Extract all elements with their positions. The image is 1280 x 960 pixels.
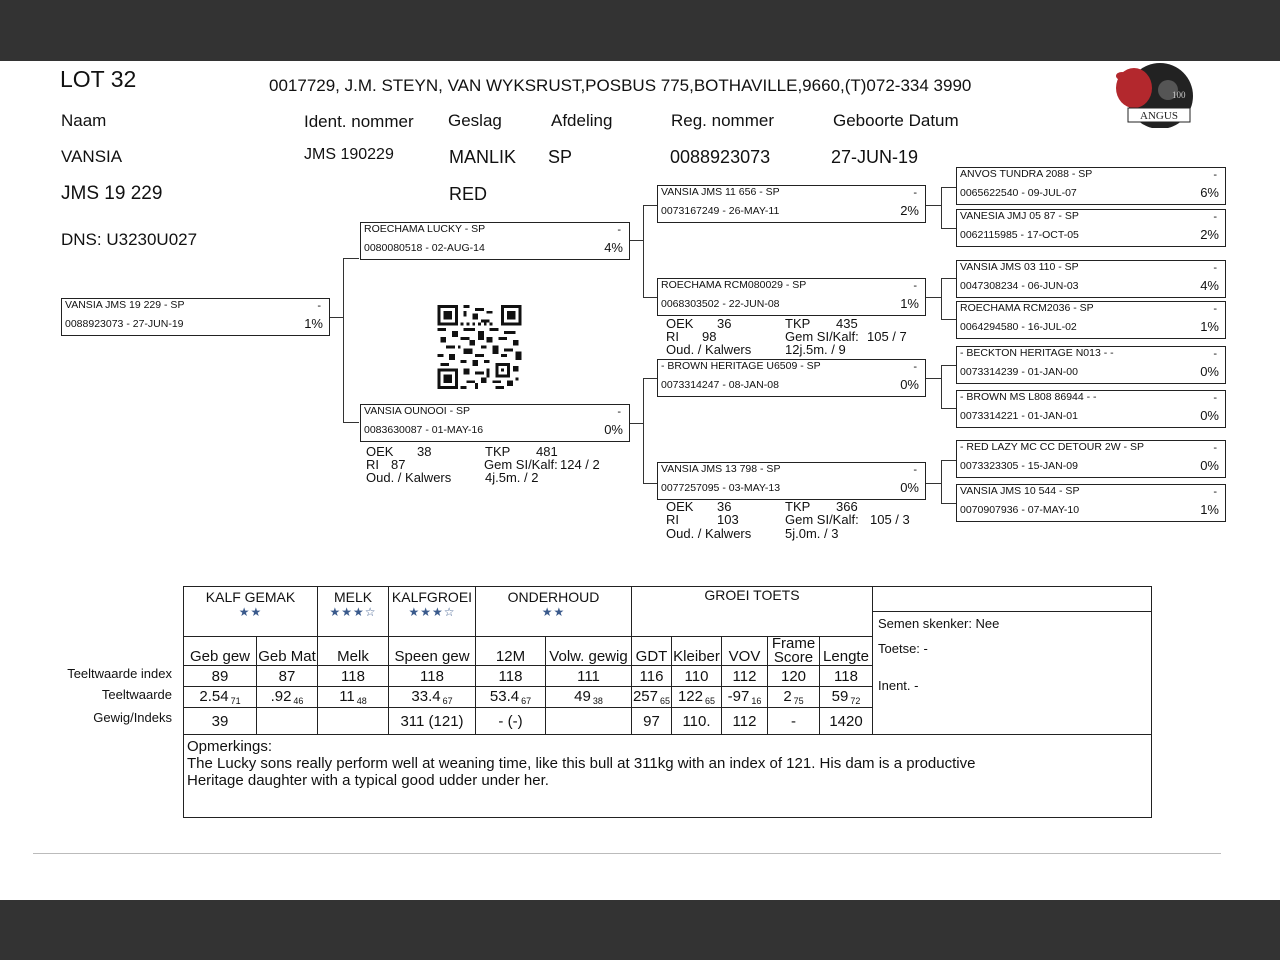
accuracy-value: 16 (751, 696, 762, 706)
accuracy-value: 71 (230, 696, 241, 706)
breeding-value: 257 $_{65}$ (632, 688, 671, 706)
column-header: Geb Mat (257, 637, 318, 666)
pedigree-sire: ROECHAMA LUCKY - SP - 0080080518 - 02-AUG-14 4% (360, 222, 630, 260)
pedigree-sds: VANSIA JMS 03 110 - SP - 0047308234 - 06-JUN-03 4% (956, 260, 1226, 298)
column-header: Lengte (820, 637, 873, 666)
top-bar (0, 0, 1280, 61)
owner-info: 0017729, J.M. STEYN, VAN WYKSRUST,POSBUS 775,BOTHAVILLE,9660,(T)072-334 3990 (269, 76, 972, 95)
lot-number: LOT 32 (60, 66, 137, 92)
animal-sex: MANLIK (449, 147, 517, 167)
index-value: 112 (722, 666, 768, 687)
header-geslag: Geslag (448, 111, 502, 130)
breeding-value: 2 $_{75}$ (768, 687, 820, 708)
bottom-bar (0, 900, 1280, 960)
accuracy-value: 72 (850, 696, 861, 706)
dns-code: DNS: U3230U027 (61, 230, 198, 249)
breeding-value: 2.54 $_{71}$ (184, 687, 257, 708)
index-value: 118 (820, 666, 873, 687)
weight-index-value: 39 (184, 708, 257, 735)
svg-text:100: 100 (1172, 90, 1186, 100)
remarks (184, 735, 1152, 818)
breeding-value: 11 $_{48}$ (318, 687, 389, 708)
pedigree-dds: - RED LAZY MC CC DETOUR 2W - SP - 0073323305 - 15-JAN-09 0% (956, 440, 1226, 478)
accuracy-value: 65 (660, 696, 671, 706)
side-panel (873, 587, 1152, 735)
page-divider (33, 853, 1221, 854)
pedigree-dsd: - BROWN MS L808 86944 - - - 0073314221 - 01-JAN-01 0% (956, 390, 1226, 428)
breeding-values-table (183, 586, 1152, 818)
column-header: VOV (722, 637, 768, 666)
kalf-gemak-stars: ★★ (238, 605, 263, 619)
group-melk: MELK ★★★☆ (318, 587, 389, 637)
breeding-value: 49 $_{38}$ (546, 687, 632, 708)
weight-index-value: 97 (632, 708, 672, 735)
pedigree-sire-sire: VANSIA JMS 11 656 - SP - 0073167249 - 26-MAY-11 2% (657, 185, 926, 223)
weight-index-value: 110. (672, 708, 722, 735)
weight-index-value (257, 708, 318, 735)
breeding-value: 59 $_{72}$ (820, 687, 873, 708)
stats-dam-dam: OEK 36 TKP 366 RI 103 Gem SI/Kalf: 105 / 3 Oud. / Kalwers 5j.0m. / 3 (666, 499, 910, 541)
qr-code (436, 305, 523, 389)
melk-stars: ★★★☆ (329, 605, 377, 619)
column-header: Speen gew (389, 637, 476, 666)
row-label-tw: Teeltwaarde (101, 687, 172, 702)
index-value: 118 (476, 666, 546, 687)
animal-reg: 0088923073 (670, 147, 771, 167)
index-value: 89 (184, 666, 257, 687)
weight-index-value: - (-) (476, 708, 546, 735)
breeding-value: 33.4 $_{67}$ (389, 687, 476, 708)
animal-name-2: JMS 19 229 (61, 183, 163, 204)
index-value: 110 (672, 666, 722, 687)
breeding-value: 53.4 $_{67}$ (476, 687, 546, 708)
pedigree-animal: VANSIA JMS 19 229 - SP - 0088923073 - 27-JUN-19 1% (61, 298, 330, 336)
weight-index-value (318, 708, 389, 735)
weight-index-value: - (768, 708, 820, 735)
weight-index-value: 311 (121) (389, 708, 476, 735)
stats-sire-dam: OEK 36 TKP 435 RI 98 Gem SI/Kalf: 105 / 7 Oud. / Kalwers 12j.5m. / 9 (666, 316, 907, 357)
remarks-label: Opmerkings: (187, 738, 273, 755)
breeding-value: -97 $_{16}$ (722, 687, 768, 708)
group-kalfgroei: KALFGROEI ★★★☆ (389, 587, 476, 637)
stats-dam: OEK 38 TKP 481 RI 87 Gem SI/Kalf: 124 / 2 Oud. / Kalwers 4j.5m. / 2 (366, 444, 600, 485)
breeding-value: 122 $_{65}$ (672, 687, 722, 708)
column-header: Geb gew (184, 637, 257, 666)
pedigree-sss: ANVOS TUNDRA 2088 - SP - 0065622540 - 09-JUL-07 6% (956, 167, 1226, 205)
pedigree-dam: VANSIA OUNOOI - SP - 0083630087 - 01-MAY-16 0% (360, 404, 630, 442)
column-header: Kleiber (672, 637, 722, 666)
row-label-gewig: Gewig/Indeks (93, 710, 172, 725)
accuracy-value: 38 (592, 696, 603, 706)
accuracy-value: 75 (793, 696, 804, 706)
group-groei-toets: GROEI TOETS (632, 587, 873, 637)
group-onderhoud: ONDERHOUD ★★ (476, 587, 632, 637)
animal-name: VANSIA (61, 147, 123, 166)
semen-donor: Semen skenker: Nee (878, 616, 1000, 631)
pedigree-dam-sire: - BROWN HERITAGE U6509 - SP - 0073314247 - 08-JAN-08 0% (657, 359, 926, 397)
index-value: 111 (546, 666, 632, 687)
column-header: Melk (318, 637, 389, 666)
pedigree-ddd: VANSIA JMS 10 544 - SP - 0070907936 - 07-MAY-10 1% (956, 484, 1226, 522)
weight-index-value: 112 (722, 708, 768, 735)
onderhoud-stars: ★★ (541, 605, 566, 619)
accuracy-value: 48 (356, 696, 367, 706)
accuracy-value: 67 (521, 696, 532, 706)
header-afdeling: Afdeling (551, 111, 613, 130)
column-header: Frame Score (768, 637, 820, 666)
tests: Toetse: - (878, 641, 928, 656)
pedigree-sdd: ROECHAMA RCM2036 - SP - 0064294580 - 16-JUL-02 1% (956, 301, 1226, 339)
angus-logo (1110, 62, 1196, 128)
index-value: 118 (318, 666, 389, 687)
index-value: 116 (632, 666, 672, 687)
header-reg: Reg. nommer (671, 111, 774, 130)
group-kalf-gemak: KALF GEMAK ★★ (184, 587, 318, 637)
index-value: 87 (257, 666, 318, 687)
weight-index-value (546, 708, 632, 735)
animal-section: SP (548, 147, 573, 167)
header-ident: Ident. nommer (304, 112, 414, 131)
pedigree-sire-dam: ROECHAMA RCM080029 - SP - 0068303502 - 22-JUN-08 1% (657, 278, 926, 316)
animal-colour: RED (449, 184, 488, 204)
column-header: Volw. gewig (546, 637, 632, 666)
accuracy-value: 65 (705, 696, 716, 706)
pedigree-ssd: VANESIA JMJ 05 87 - SP - 0062115985 - 17-OCT-05 2% (956, 209, 1226, 247)
accuracy-value: 46 (293, 696, 304, 706)
weight-index-value: 1420 (820, 708, 873, 735)
header-naam: Naam (61, 111, 107, 130)
remarks-text: The Lucky sons really perform well at weaning time, like this bull at 311kg with an index of 121. His dam is a productive Heritage daughter with a typical good udder under her. (187, 755, 976, 789)
kalfgroei-stars: ★★★☆ (408, 605, 456, 619)
index-value: 120 (768, 666, 820, 687)
pedigree-dss: - BECKTON HERITAGE N013 - - - 0073314239 - 01-JAN-00 0% (956, 346, 1226, 384)
animal-ident: JMS 190229 (304, 146, 394, 163)
header-geboorte: Geboorte Datum (833, 111, 959, 130)
animal-birth: 27-JUN-19 (831, 147, 919, 167)
column-header: GDT (632, 637, 672, 666)
pedigree-dam-dam: VANSIA JMS 13 798 - SP - 0077257095 - 03-MAY-13 0% (657, 462, 926, 500)
breeding-value: .92 $_{46}$ (257, 687, 318, 708)
column-header: 12M (476, 637, 546, 666)
accuracy-value: 67 (442, 696, 453, 706)
svg-text:ANGUS: ANGUS (1140, 110, 1178, 122)
row-label-index: Teeltwaarde index (67, 666, 172, 681)
index-value: 118 (389, 666, 476, 687)
inoculation: Inent. - (878, 678, 919, 693)
